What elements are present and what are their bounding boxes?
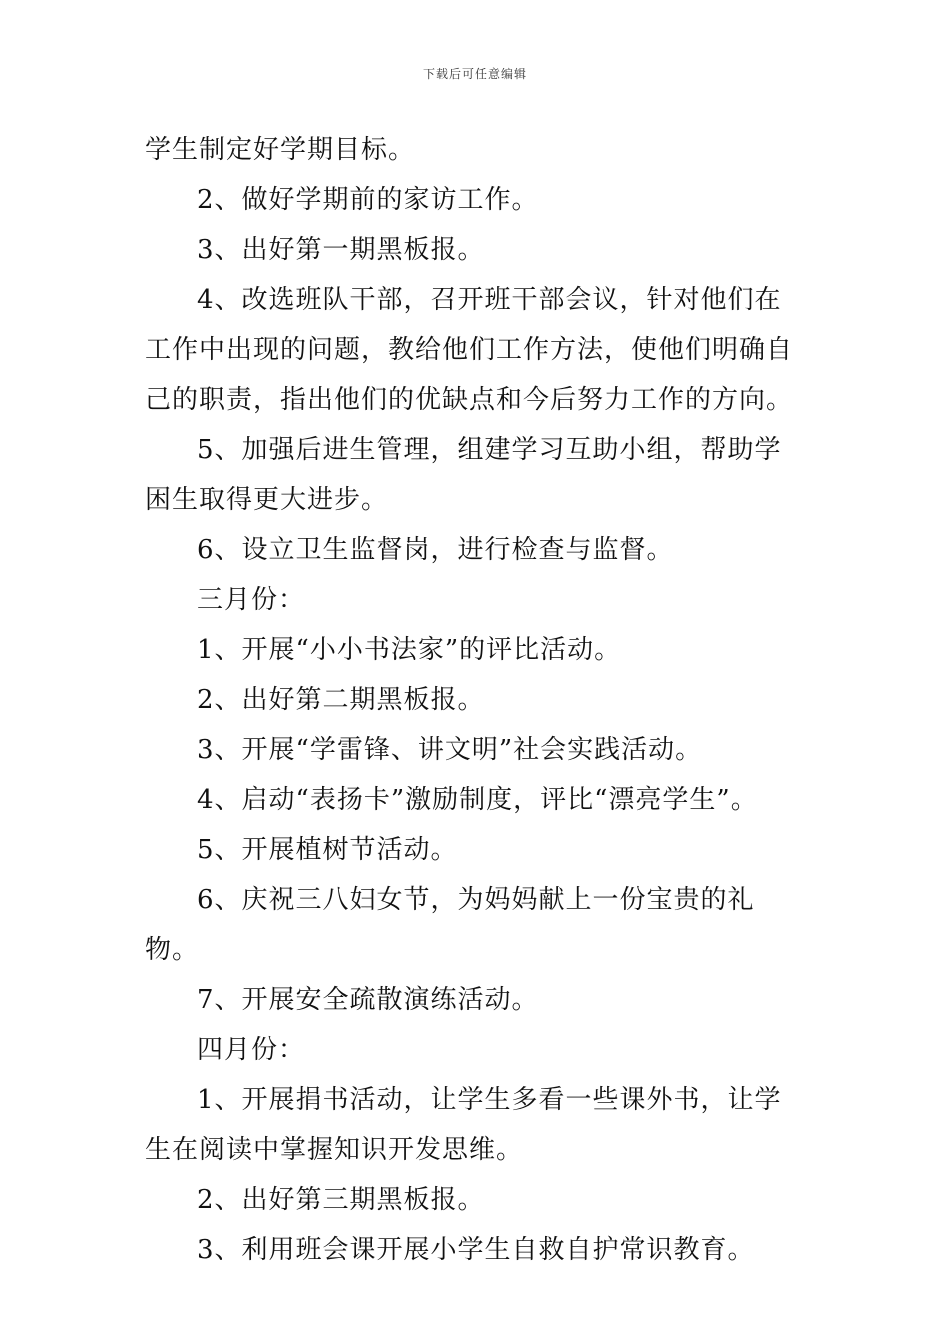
document-body (145, 125, 807, 1275)
paragraph-item: 6、设立卫生监督岗，进行检查与监督。 (197, 535, 674, 565)
section-heading-april: 四月份： (197, 1035, 306, 1065)
paragraph-item: 3、出好第一期黑板报。 (197, 235, 485, 265)
paragraph-item: 2、出好第三期黑板报。 (197, 1185, 485, 1215)
paragraph-item: 3、开展“学雷锋、讲文明”社会实践活动。 (197, 735, 703, 765)
paragraph-item: 5、加强后进生管理，组建学习互助小组，帮助学困生取得更大进步。 (145, 435, 782, 515)
page-header-note: 下载后可任意编辑 (422, 67, 527, 81)
paragraph-item: 2、做好学期前的家访工作。 (197, 185, 539, 215)
section-heading-march: 三月份： (197, 585, 306, 615)
paragraph-item: 5、开展植树节活动。 (197, 835, 458, 865)
paragraph-item: 4、启动“表扬卡”激励制度，评比“漂亮学生”。 (197, 785, 758, 815)
paragraph-item: 2、出好第二期黑板报。 (197, 685, 485, 715)
paragraph-continuation: 学生制定好学期目标。 (145, 135, 416, 165)
paragraph-item: 6、庆祝三八妇女节，为妈妈献上一份宝贵的礼物。 (145, 885, 755, 965)
paragraph-item: 3、利用班会课开展小学生自救自护常识教育。 (197, 1235, 755, 1265)
paragraph-item: 1、开展捐书活动，让学生多看一些课外书，让学生在阅读中掌握知识开发思维。 (145, 1085, 782, 1165)
paragraph-item: 4、改选班队干部，召开班干部会议，针对他们在工作中出现的问题，教给他们工作方法，使他们明确自己的职责，指出他们的优缺点和今后努力工作的方向。 (145, 285, 794, 415)
paragraph-item: 7、开展安全疏散演练活动。 (197, 985, 539, 1015)
paragraph-item: 1、开展“小小书法家”的评比活动。 (197, 635, 622, 665)
